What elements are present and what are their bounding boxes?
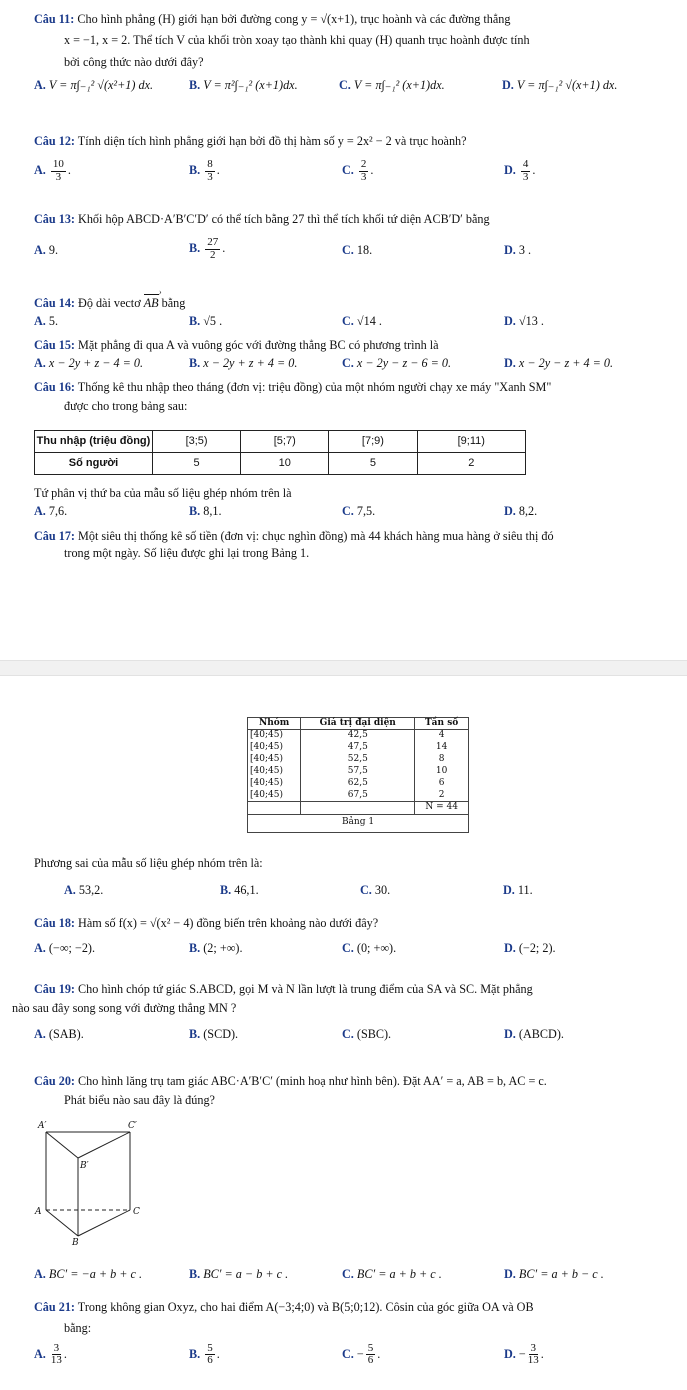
table-cell: N = 44 bbox=[415, 802, 469, 814]
option-d[interactable]: D. BC′ = a + b − c . bbox=[504, 1267, 604, 1281]
question-18 bbox=[34, 916, 664, 959]
question-text: nào sau đây song song với đường thẳng MN ? bbox=[12, 1001, 237, 1016]
question-text: Mặt phẳng đi qua A và vuông góc với đường thẳng BC có phương trình là bbox=[78, 338, 439, 352]
option-a[interactable]: A. 5. bbox=[34, 314, 59, 329]
table-row bbox=[248, 814, 469, 832]
table-cell: 5 bbox=[153, 453, 241, 475]
question-text: Cho hình phẳng (H) giới hạn bởi đường cong y = √(x+1), trục hoành và các đường thẳng bbox=[77, 12, 511, 26]
option-a[interactable]: A. x − 2y + z − 4 = 0. bbox=[34, 356, 144, 371]
option-a[interactable]: A. (−∞; −2). bbox=[34, 941, 96, 956]
table-row bbox=[248, 790, 469, 802]
question-label: Câu 17: bbox=[34, 529, 75, 543]
frequency-table bbox=[247, 717, 469, 833]
vertex-label: C′ bbox=[128, 1121, 137, 1131]
option-c[interactable]: C. (SBC). bbox=[342, 1026, 392, 1041]
question-16 bbox=[34, 380, 664, 415]
question-label: Câu 12: bbox=[34, 134, 75, 148]
edge-ab bbox=[46, 1210, 78, 1236]
option-a[interactable]: A. 7,6. bbox=[34, 504, 68, 519]
question-text: x = −1, x = 2. Thể tích V của khối tròn xoay tạo thành khi quay (H) quanh trục hoành được tính bbox=[64, 33, 530, 48]
option-b[interactable]: B. √5 . bbox=[189, 314, 223, 329]
question-label: Câu 14: bbox=[34, 296, 75, 310]
option-c[interactable]: C. √14 . bbox=[342, 314, 382, 329]
option-a[interactable]: A. $\frac{10}{3}$ . bbox=[34, 158, 71, 183]
option-a[interactable]: A. BC′ = −a + b + c . bbox=[34, 1267, 143, 1281]
question-label: Câu 20: bbox=[34, 1074, 75, 1088]
question-12 bbox=[34, 134, 664, 185]
table-cell: 62,5 bbox=[301, 778, 415, 790]
question-text: bằng: bbox=[64, 1321, 92, 1336]
vertex-label: B bbox=[72, 1238, 79, 1246]
vector-ab: AB › bbox=[144, 296, 159, 311]
vertex-label: C bbox=[133, 1207, 140, 1217]
question-text: Thống kê thu nhập theo tháng (đơn vị: triệu đồng) của một nhóm người chạy xe máy "Xanh SM" bbox=[77, 380, 552, 394]
vertex-label: A bbox=[35, 1207, 42, 1217]
option-c[interactable]: C. (0; +∞). bbox=[342, 941, 397, 956]
question-text: Cho hình chóp tứ giác S.ABCD, gọi M và N lần lượt là trung điểm của SA và SC. Mặt phẳng bbox=[78, 982, 533, 996]
option-d[interactable]: D. (ABCD). bbox=[504, 1026, 564, 1041]
question-text: Cho hình lăng trụ tam giác ABC·A′B′C′ (minh hoạ như hình bên). Đặt AA′ = a, AB = b, AC = c. bbox=[78, 1074, 547, 1088]
question-text: Tứ phân vị thứ ba của mẫu số liệu ghép nhóm trên là bbox=[34, 486, 292, 500]
question-17 bbox=[34, 529, 664, 562]
table-cell: [40;45) bbox=[248, 790, 301, 802]
option-b[interactable]: B. x − 2y + z + 4 = 0. bbox=[189, 356, 298, 371]
table-cell: 2 bbox=[417, 453, 525, 475]
option-c[interactable]: C. BC′ = a + b + c . bbox=[342, 1267, 442, 1281]
option-b[interactable]: B. V = π²∫₋₁² (x+1)dx. bbox=[189, 77, 298, 92]
table-cell: 2 bbox=[415, 790, 469, 802]
table-header: Thu nhập (triệu đồng) bbox=[35, 431, 153, 453]
page-separator bbox=[0, 660, 687, 676]
table-row bbox=[248, 754, 469, 766]
vertex-label: B′ bbox=[80, 1161, 89, 1171]
question-21 bbox=[34, 1300, 664, 1369]
table-row bbox=[35, 453, 526, 475]
question-14 bbox=[34, 296, 664, 332]
option-c[interactable]: C. x − 2y − z − 6 = 0. bbox=[342, 356, 452, 371]
table-cell: 4 bbox=[415, 730, 469, 742]
table-cell: [40;45) bbox=[248, 742, 301, 754]
question-text: Phát biểu nào sau đây là đúng? bbox=[64, 1093, 215, 1108]
option-d[interactable]: D. √13 . bbox=[504, 314, 544, 329]
table-row bbox=[248, 766, 469, 778]
table-cell bbox=[248, 802, 301, 814]
option-a[interactable]: A. (SAB). bbox=[34, 1026, 84, 1041]
question-label: Câu 19: bbox=[34, 982, 75, 996]
table-cell: [5;7) bbox=[241, 431, 329, 453]
option-d[interactable]: D. 11. bbox=[503, 883, 533, 898]
question-16-ask bbox=[34, 486, 664, 522]
question-text: Một siêu thị thống kê số tiền (đơn vị: chục nghìn đồng) mà 44 khách hàng mua hàng ở siêu thị đó bbox=[78, 529, 554, 543]
option-c[interactable]: C. − $\frac{5}{6}$ . bbox=[342, 1341, 381, 1367]
option-d[interactable]: D. (−2; 2). bbox=[504, 941, 556, 956]
table-cell: 14 bbox=[415, 742, 469, 754]
option-c[interactable]: C. $\frac{2}{3}$ . bbox=[342, 158, 374, 183]
question-15 bbox=[34, 338, 664, 374]
question-text: Phương sai của mẫu số liệu ghép nhóm trên là: bbox=[34, 856, 263, 870]
option-b[interactable]: B. $\frac{5}{6}$ . bbox=[189, 1341, 220, 1367]
vertex-label: A′ bbox=[38, 1121, 47, 1131]
table-header: Giá trị đại diện bbox=[301, 718, 415, 730]
option-b[interactable]: B. BC′ = a − b + c . bbox=[189, 1267, 289, 1281]
option-a[interactable]: A. $\frac{3}{13}$ . bbox=[34, 1341, 67, 1367]
table-cell: 57,5 bbox=[301, 766, 415, 778]
table-cell: 8 bbox=[415, 754, 469, 766]
table-cell: 67,5 bbox=[301, 790, 415, 802]
table-row bbox=[35, 431, 526, 453]
table-caption: Bảng 1 bbox=[248, 814, 469, 832]
table-cell: [40;45) bbox=[248, 730, 301, 742]
table-cell: 52,5 bbox=[301, 754, 415, 766]
question-20-options bbox=[34, 1264, 664, 1285]
question-label: Câu 18: bbox=[34, 916, 75, 930]
table-cell: 47,5 bbox=[301, 742, 415, 754]
question-label: Câu 13: bbox=[34, 212, 75, 226]
edge-b1c1 bbox=[78, 1132, 130, 1158]
table-cell bbox=[301, 802, 415, 814]
question-11 bbox=[34, 12, 664, 96]
option-b[interactable]: B. $\frac{27}{2}$ . bbox=[189, 236, 226, 261]
table-row bbox=[248, 778, 469, 790]
option-c[interactable]: C. 18. bbox=[342, 243, 373, 258]
option-b[interactable]: B. $\frac{8}{3}$ . bbox=[189, 158, 220, 183]
question-label: Câu 11: bbox=[34, 12, 75, 26]
option-d[interactable]: D. $\frac{4}{3}$ . bbox=[504, 158, 536, 183]
option-a[interactable]: A. V = π∫₋₁² √(x²+1) dx. bbox=[34, 77, 154, 92]
question-13 bbox=[34, 212, 664, 263]
table-cell: [40;45) bbox=[248, 778, 301, 790]
option-c[interactable]: C. 7,5. bbox=[342, 504, 376, 519]
income-table bbox=[34, 430, 526, 475]
option-d[interactable]: D. x − 2y − z + 4 = 0. bbox=[504, 356, 614, 371]
question-text: Trong không gian Oxyz, cho hai điểm A(−3;4;0) và B(5;0;12). Côsin của góc giữa OA và OB bbox=[77, 1300, 534, 1314]
option-b[interactable]: B. (2; +∞). bbox=[189, 941, 243, 956]
table-cell: 42,5 bbox=[301, 730, 415, 742]
question-17-ask bbox=[34, 856, 664, 901]
question-label: Câu 16: bbox=[34, 380, 75, 394]
option-c[interactable]: C. 30. bbox=[360, 883, 391, 898]
table-row bbox=[248, 742, 469, 754]
table-cell: [7;9) bbox=[329, 431, 417, 453]
table-row bbox=[248, 730, 469, 742]
question-text: trong một ngày. Số liệu được ghi lại trong Bảng 1. bbox=[64, 546, 310, 561]
table-row bbox=[248, 718, 469, 730]
table-cell: [3;5) bbox=[153, 431, 241, 453]
option-b[interactable]: B. 8,1. bbox=[189, 504, 222, 519]
question-text: bằng bbox=[161, 296, 186, 310]
edge-bc bbox=[78, 1210, 130, 1236]
question-text: Độ dài vectơ bbox=[78, 296, 141, 310]
table-cell: [40;45) bbox=[248, 766, 301, 778]
option-d[interactable]: D. − $\frac{3}{13}$ . bbox=[504, 1341, 544, 1367]
prism-figure bbox=[32, 1118, 142, 1246]
question-label: Câu 15: bbox=[34, 338, 75, 352]
table-header: Nhóm bbox=[248, 718, 301, 730]
question-text: Tính diện tích hình phẳng giới hạn bởi đồ thị hàm số y = 2x² − 2 và trục hoành? bbox=[77, 134, 467, 148]
option-d[interactable]: D. V = π∫₋₁² √(x+1) dx. bbox=[502, 77, 618, 92]
table-cell: 10 bbox=[415, 766, 469, 778]
table-cell: 10 bbox=[241, 453, 329, 475]
option-c[interactable]: C. V = π∫₋₁² (x+1)dx. bbox=[339, 77, 445, 92]
question-text: bởi công thức nào dưới đây? bbox=[64, 54, 204, 69]
option-a[interactable]: A. 53,2. bbox=[64, 883, 104, 898]
table-cell: 6 bbox=[415, 778, 469, 790]
option-a[interactable]: A. 9. bbox=[34, 243, 59, 258]
table-header: Tần số bbox=[415, 718, 469, 730]
table-cell: [40;45) bbox=[248, 754, 301, 766]
table-cell: 5 bbox=[329, 453, 417, 475]
option-d[interactable]: D. 3 . bbox=[504, 243, 532, 258]
question-label: Câu 21: bbox=[34, 1300, 75, 1314]
question-19 bbox=[12, 982, 664, 1045]
table-row bbox=[248, 802, 469, 814]
option-b[interactable]: B. (SCD). bbox=[189, 1026, 239, 1041]
edge-a1b1 bbox=[46, 1132, 78, 1158]
question-text: Khối hộp ABCD·A′B′C′D′ có thể tích bằng 27 thì thể tích khối tứ diện ACB′D′ bằng bbox=[78, 212, 490, 226]
table-cell: [9;11) bbox=[417, 431, 525, 453]
question-text: được cho trong bảng sau: bbox=[64, 399, 188, 414]
question-text: Hàm số f(x) = √(x² − 4) đồng biến trên khoảng nào dưới đây? bbox=[78, 916, 379, 930]
option-d[interactable]: D. 8,2. bbox=[504, 504, 538, 519]
question-20 bbox=[34, 1074, 664, 1109]
table-header: Số người bbox=[35, 453, 153, 475]
option-b[interactable]: B. 46,1. bbox=[220, 883, 259, 898]
